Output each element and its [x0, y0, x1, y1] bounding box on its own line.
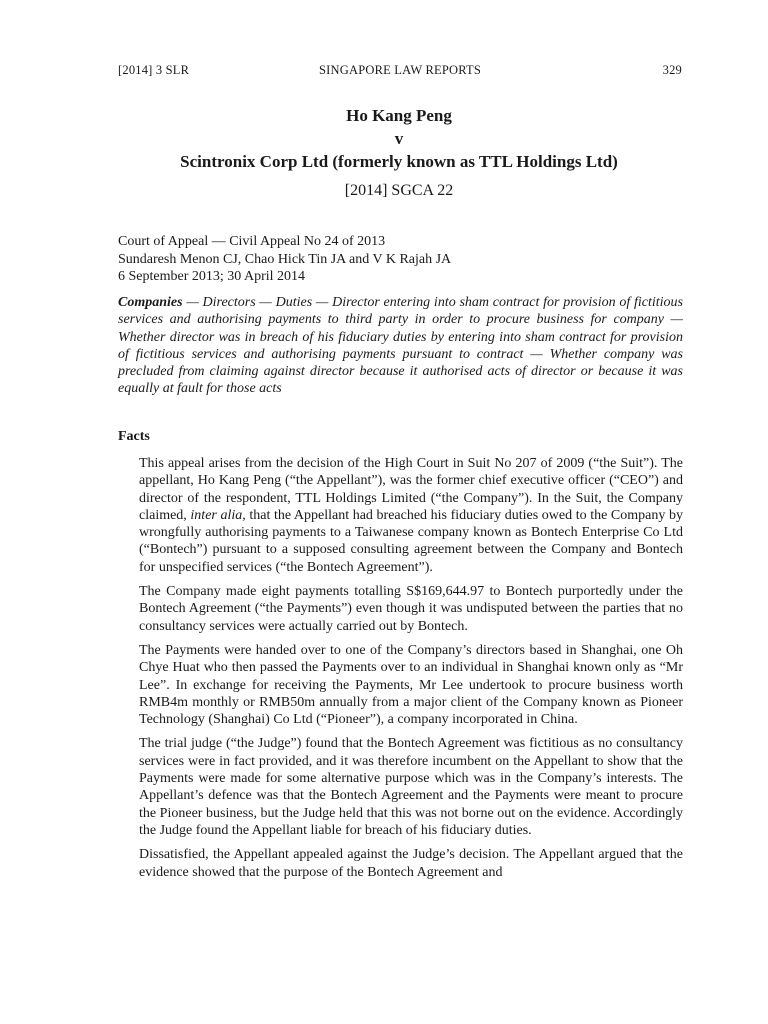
facts-section — [139, 455, 683, 888]
catchwords-text: — Directors — Duties — Director entering into sham contract for provision of fictitious services and authorising payments to third party in order to procure business for company — Whether director was in breach of his fiduciary duties by entering into sham contract for provision of fictitious services and authorising payments pursuant to contract — Whether company was precluded from claiming against director because it authorised acts of director or because it was equally at fault for those acts — [118, 295, 683, 397]
report-volume: [2014] 3 SLR — [118, 63, 190, 77]
versus-mark: v — [394, 129, 404, 148]
facts-paragraph-3: The Payments were handed over to one of the Company’s directors based in Shanghai, one Oh Chye Huat who then passed the Payments over to an individual in Shanghai known only as “Mr Lee”. In exchange for receiving the Payments, Mr Lee undertook to procure business worth RMB4m monthly or RMB50m annually from a major client of the Company known as Pioneer Technology (Shanghai) Co Ltd (“Pioneer”), a company incorporated in China. — [139, 642, 683, 728]
case-title — [100, 104, 698, 173]
facts-paragraph-4: The trial judge (“the Judge”) found that the Bontech Agreement was fictitious as no consultancy services were in fact provided, and it was therefore incumbent on the Appellant to show that the Payments were made for some alternative purpose which was in the Company’s interests. The Appellant’s defence was that the Bontech Agreement and the Payments were meant to procure the Pioneer business, but the Judge held that this was not borne out on the evidence. Accordingly the Judge found the Appellant liable for breach of his fiduciary duties. — [139, 736, 683, 838]
facts-paragraph-5: Dissatisfied, the Appellant appealed against the Judge’s decision. The Appellant argued that the evidence showed that the purpose of the Bontech Agreement and — [139, 847, 683, 880]
appellant-name: Ho Kang Peng — [346, 106, 452, 125]
case-meta — [118, 233, 682, 286]
facts-paragraph-1 — [139, 455, 683, 576]
catchwords-lead: Companies — [118, 295, 183, 310]
catchwords — [118, 294, 683, 398]
facts-heading: Facts — [118, 429, 150, 444]
report-series-title: SINGAPORE LAW REPORTS — [319, 63, 481, 77]
case-citation: [2014] SGCA 22 — [344, 182, 454, 199]
running-header — [118, 63, 682, 79]
page-number: 329 — [662, 63, 682, 77]
facts-paragraph-1-part-a: This appeal arises from the decision of the High Court in Suit No 207 of 2009 (“the Suit”). The appellant, Ho Kang Peng (“the Appellant”), was the former chief executive officer (“CEO”) and director of the respondent, TTL Holdings Limited (“the Company”). In the Suit, the Company claimed, — [139, 456, 683, 523]
facts-paragraph-1-italic: inter alia — [190, 507, 243, 523]
respondent-name: Scintronix Corp Ltd (formerly known as TTL Holdings Ltd) — [180, 152, 618, 171]
facts-paragraph-1-part-b: , that the Appellant had breached his fiduciary duties owed to the Company by wrongfully authorising payments to a Taiwanese company known as Bontech Enterprise Co Ltd (“Bontech”) pursuant to a supposed consulting agreement between the Company and Bontech for unspecified services (“the Bontech Agreement”). — [139, 507, 683, 575]
dates-line: 6 September 2013; 30 April 2014 — [118, 269, 306, 284]
judges-line: Sundaresh Menon CJ, Chao Hick Tin JA and V K Rajah JA — [118, 251, 452, 267]
court-line: Court of Appeal — Civil Appeal No 24 of 2013 — [118, 234, 386, 249]
facts-paragraph-2: The Company made eight payments totalling S$169,644.97 to Bontech purportedly under the Bontech Agreement (“the Payments”) even though it was undisputed between the parties that no consultancy services were actually carried out by Bontech. — [139, 584, 683, 634]
